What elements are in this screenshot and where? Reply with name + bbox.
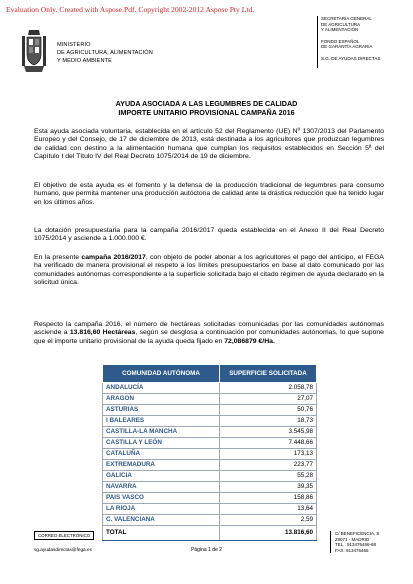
community-cell: CASTILLA-LA MANCHA	[103, 427, 220, 438]
page-number: Página 1 de 2	[191, 547, 222, 553]
table-row	[103, 493, 317, 504]
secretaria-line: SECRETARÍA GENERAL	[321, 16, 372, 21]
surface-cell: 27,07	[220, 394, 317, 405]
subdirectorate-line: S.G. DE AYUDAS DIRECTAS	[321, 55, 381, 61]
table-row	[103, 460, 317, 471]
community-cell: CASTILLA Y LEÓN	[103, 438, 220, 449]
surface-cell: 50,76	[220, 405, 317, 416]
postal-address	[330, 531, 379, 553]
table-row	[103, 504, 317, 515]
paragraph-hectares	[34, 321, 384, 346]
community-cell: C. VALENCIANA	[103, 515, 220, 526]
surface-cell: 55,28	[220, 471, 317, 482]
table-row	[103, 394, 317, 405]
paragraph-objective: El objetivo de esta ayuda es el fomento y la defensa de la producción tradicional de legumbres para consumo humano, que permita mantener una producción autóctona de calidad ante la drástica reducción que ha tenido lugar en los últimos años.	[34, 182, 384, 206]
community-cell: PAIS VASCO	[103, 493, 220, 504]
column-header-community: COMUNIDAD AUTÓNOMA	[103, 365, 220, 383]
secretaria-line: DE AGRICULTURA	[321, 21, 361, 27]
table-row	[103, 438, 317, 449]
community-cell: ARAGON	[103, 394, 220, 405]
community-cell: GALICIA	[103, 471, 220, 482]
surface-cell: 223,77	[220, 460, 317, 471]
total-label: TOTAL	[103, 526, 220, 541]
table-total-row	[103, 526, 317, 541]
text-run: Respecto la campaña 2016, el número de hectáreas solicitadas comunicadas por las comunidades autónomas asciende a	[34, 321, 384, 337]
text-run: , según se desglosa a continuación por comunidades autónomas, lo que supone que el importe unitario provisional de la ayuda queda fijado en	[34, 329, 384, 345]
table-body	[103, 383, 317, 541]
table-row	[103, 449, 317, 460]
email-address: sg.ayudasdirectas@fega.es	[34, 547, 92, 552]
surface-cell: 39,35	[220, 482, 317, 493]
surface-table	[102, 364, 317, 541]
fondo-line: DE GARANTÍA AGRARIA	[321, 44, 373, 50]
secretaria-line: Y ALIMENTACIÓN	[321, 27, 359, 33]
coat-of-arms-logo	[20, 28, 48, 74]
watermark-text: Evaluation Only. Created with Aspose.Pdf. Copyright 2002-2012 Aspose Pty Ltd.	[6, 5, 255, 14]
surface-cell: 2,59	[220, 515, 317, 526]
surface-cell: 2.058,78	[220, 383, 317, 394]
department-header	[317, 16, 408, 68]
table-row	[103, 416, 317, 427]
fondo-line: FONDO ESPAÑOL	[321, 38, 360, 44]
address-line: C/ BENEFICENCIA, 8	[335, 531, 380, 536]
surface-cell: 18,73	[220, 416, 317, 427]
address-line: FAX: 913476465	[335, 547, 369, 553]
table-row	[103, 427, 317, 438]
address-line: TEL.: 913476466-68	[335, 542, 377, 547]
community-cell: NAVARRA	[103, 482, 220, 493]
table-header-row	[103, 365, 317, 383]
column-header-surface: SUPERFICIE SOLICITADA	[220, 365, 317, 383]
community-cell: LA RIOJA	[103, 504, 220, 515]
email-label: CORREO ELECTRÓNICO	[34, 531, 94, 540]
text-run: , con objeto de poder abonar a los agricultores el pago del anticipo, el FEGA ha verificado de manera provisional el respeto a los límites presupuestarios en base al dato comunicado por las comunidades autónomas correspondiente a la superficie solicitada bajo el citado régimen de ayuda declarado en la solicitud única.	[34, 254, 384, 286]
total-value: 13.816,60	[220, 526, 317, 541]
surface-cell: 7.448,66	[220, 438, 317, 449]
ministry-line: MINISTERIO	[57, 42, 91, 48]
text-run: En la presente	[34, 254, 82, 261]
ministry-line: Y MEDIO AMBIENTE	[57, 57, 112, 64]
surface-cell: 3.545,98	[220, 427, 317, 438]
table-row	[103, 515, 317, 526]
paragraph-budget: La dotación presupuestaria para la campaña 2016/2017 queda establecida en el Anexo II del Real Decreto 1075/2014 y asciende a 1.000.000 €.	[34, 227, 384, 243]
paragraph-legal-basis: Esta ayuda asociada voluntaria, establecida en el artículo 52 del Reglamento (UE) Nº 1307/2013 del Parlamento Europeo y del Consejo, de 17 de diciembre de 2013, está destinada a los agricultores que produzcan legumbres de calidad con destino a la alimentación humana que cumplan los requisitos establecidos en Sección 5ª del Capítulo I del Título IV del Real Decreto 1075/2014 de 19 de diciembre.	[34, 128, 384, 160]
community-cell: ANDALUCÍA	[103, 383, 220, 394]
ministry-name	[57, 42, 153, 65]
surface-cell: 158,86	[220, 493, 317, 504]
surface-cell: 173,13	[220, 449, 317, 460]
hectares-highlight: 13.816,60 Hectáreas	[69, 329, 136, 337]
table-row	[103, 482, 317, 493]
unit-amount-highlight: 72,086879 €/Ha.	[224, 337, 275, 345]
address-line: 28071 - MADRID	[335, 536, 370, 542]
table-row	[103, 405, 317, 416]
table-row	[103, 383, 317, 394]
campaign-highlight: campaña 2016/2017	[81, 254, 146, 261]
document-title: AYUDA ASOCIADA A LAS LEGUMBRES DE CALIDAD	[115, 99, 298, 108]
surface-cell: 13,64	[220, 504, 317, 515]
ministry-line: DE AGRICULTURA, ALIMENTACIÓN	[57, 49, 153, 56]
community-cell: I BALEARES	[103, 416, 220, 427]
table-row	[103, 471, 317, 482]
community-cell: EXTREMADURA	[103, 460, 220, 471]
document-subtitle: IMPORTE UNITARIO PROVISIONAL CAMPAÑA 2016	[118, 108, 295, 117]
community-cell: ASTURIAS	[103, 405, 220, 416]
community-cell: CATALUÑA	[103, 449, 220, 460]
paragraph-campaign	[34, 254, 384, 287]
